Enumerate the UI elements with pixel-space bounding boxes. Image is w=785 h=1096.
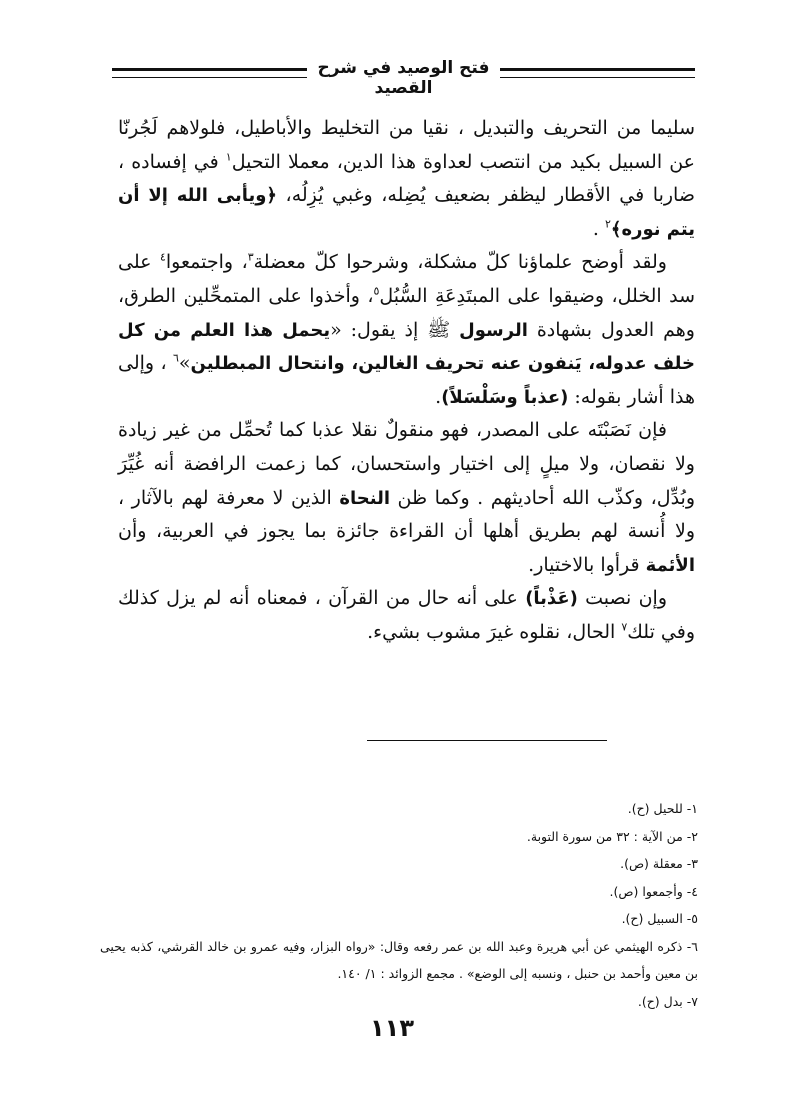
footnote-ref-6: ٦ [173,351,179,365]
text-run: فإن نَصَبْتَه على المصدر، فهو منقولٌ نقلا عذبا كما تُحمِّل من غير زيادة ولا نقصان، ولا ميلٍ إلى اختيار واستحسان، كما زعمت الرافضة أنه غُيِّرَ وبُدِّل، وكذّب الله أحاديثهم . وكما ظن [118,419,696,509]
footnote-ref-1: ١ [225,150,232,164]
paragraph-3 [118,414,695,582]
footnote-ref-2: ٢ [605,217,611,231]
footnote-ref-7: ٧ [621,620,628,634]
text-run: ، واجتمعوا [165,251,248,274]
footnote-7: ٧- بدل (ح). [637,993,698,1009]
bold-term-rasul: الرسول [459,319,528,341]
text-run: الحال، نقلوه غيرَ مشوب بشيء. [367,620,622,643]
header-rule-left [112,68,307,78]
footnote-ref-3: ٣ [247,251,254,265]
text-run: ولقد أوضح علماؤنا كلّ مشكلة، وشرحوا كلّ معضلة [253,251,667,274]
paragraph-4 [118,582,695,649]
footnote-separator [367,740,607,741]
text-run: في إفساده ، ضاربا في الأقطار ليظفر بضعيف يُضِله، وغبي يُزِلُه، [118,150,695,207]
paragraph-2 [118,246,695,414]
page-number: ١١٣ [370,1014,414,1042]
text-run: ، وإلى هذا أشار بقوله: [118,352,695,408]
text-run: . [592,217,605,240]
footnote-ref-5: ٥ [373,284,380,298]
footnote-4: ٤- وأجمعوا (ص). [609,883,698,899]
text-run: . [435,385,442,408]
text-run: الذين لا معرفة لهم بالآثار ، ولا أُنسة لهم بطريق أهلها أن القراءة جائزة بما يجوز في العربية، وأن [118,486,695,543]
text-run: سليما من التحريف والتبديل ، نقيا من التخليط والأباطيل، فلولاهم لَجُرنّا عن السبيل بكيد من انتصب لعداوة هذا الدين، معملا التحيل [118,117,696,173]
footnote-2: ٢- من الآية : ٣٢ من سورة التوبة. [526,828,698,844]
text-run: ﷺ إذ يقول: « [330,318,460,341]
header-rule-right [500,68,695,78]
paragraph-1 [118,112,695,246]
running-header [112,58,695,98]
text-run: على أنه حال من القرآن ، فمعناه أنه لم يزل كذلك وفي تلك [118,587,695,643]
bold-term-nuhat: النحاة [339,487,391,509]
footnote-5: ٥- السبيل (ح). [621,911,698,926]
text-run: ، وأخذوا على المتمحِّلين الطرق، وهم العدول بشهادة [118,284,695,341]
verse-quote-2: (عَذْباً) [525,588,578,610]
footnote-6: ٦- ذكره الهيثمي عن أبي هريرة وعبد الله بن عمر رفعه وقال: «رواه البزار، وفيه عمرو بن خالد القرشي، كذبه يحيى بن معين وأحمد بن حنبل ، ونسبه إلى الوضع» . مجمع الزوائد : ١/ ١٤٠. [100,938,698,981]
main-text [118,112,695,650]
footnotes [100,795,698,1015]
verse-quote: (عذباً وسَلْسَلاً) [441,386,569,408]
text-run: وإن نصبت [577,587,667,610]
footnote-3: ٣- معقلة (ص). [620,856,698,871]
text-run: » [178,352,191,375]
bold-term-aimma: الأئمة [645,554,695,576]
hadith-quote: يحمل هذا العلم من كل خلف عدوله، يَنفون عنه تحريف الغالين، وانتحال المبطلين [118,319,695,375]
text-run: قرأوا بالاختيار. [528,553,646,576]
footnote-ref-4: ٤ [159,251,166,265]
text-run: على سد الخلل، وضيقوا على المبتَدِعَةِ السُّبُل [118,251,695,307]
quran-verse: ﴿ويأبى الله إلا أن يتم نوره﴾ [118,185,695,240]
header-title: فتح الوصيد في شرح القصيد [317,58,490,98]
footnote-1: ١- للحيل (ح). [627,801,698,816]
